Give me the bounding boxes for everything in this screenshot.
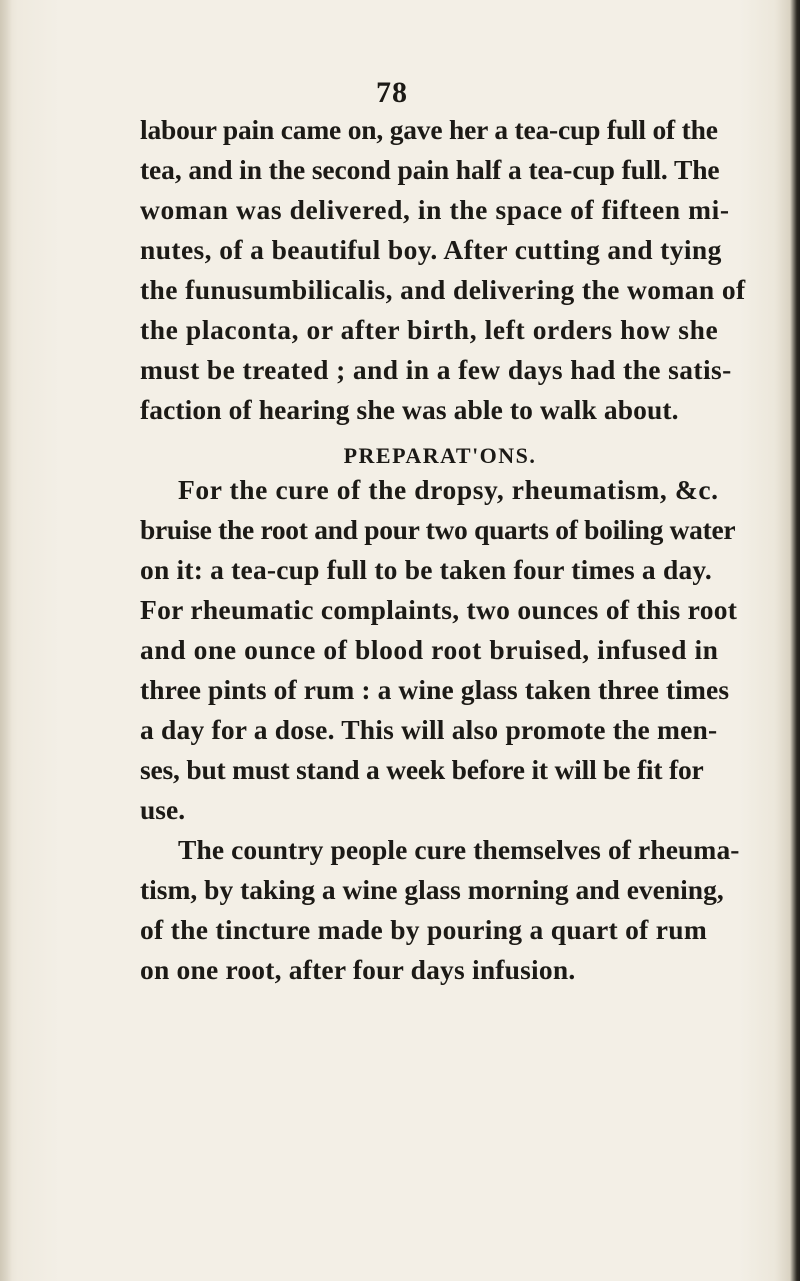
text-line: tea, and in the second pain half a tea-cup full. The: [140, 154, 720, 185]
text-line: the placonta, or after birth, left orders how she: [140, 314, 719, 345]
text-line: For the cure of the dropsy, rheumatism, &c.: [178, 474, 719, 505]
text-line: ses, but must stand a week before it will be fit for: [140, 754, 704, 785]
text-line: For rheumatic complaints, two ounces of this root: [140, 594, 738, 625]
text-line: three pints of rum : a wine glass taken three times: [140, 674, 730, 705]
text-line: faction of hearing she was able to walk about.: [140, 394, 679, 425]
text-line: must be treated ; and in a few days had the satis-: [140, 354, 732, 385]
body-text: [140, 110, 746, 990]
text-line: on it: a tea-cup full to be taken four times a day.: [140, 554, 712, 585]
text-line: labour pain came on, gave her a tea-cup full of the: [140, 114, 718, 145]
text-line: of the tincture made by pouring a quart of rum: [140, 914, 708, 945]
text-line: on one root, after four days infusion.: [140, 954, 576, 985]
text-line: nutes, of a beautiful boy. After cutting and tying: [140, 234, 722, 265]
text-line: woman was delivered, in the space of fifteen mi-: [140, 194, 730, 225]
text-line: a day for a dose. This will also promote the men-: [140, 714, 718, 745]
page-number: 78: [376, 76, 408, 109]
text-line: use.: [140, 794, 186, 825]
text-line: bruise the root and pour two quarts of boiling water: [140, 514, 736, 545]
section-heading: PREPARAT'ONS.: [343, 443, 537, 468]
text-line: and one ounce of blood root bruised, infused in: [140, 634, 719, 665]
page-edge-shadow: [790, 0, 800, 1281]
text-line: tism, by taking a wine glass morning and evening,: [140, 874, 724, 905]
text-line: the funusumbilicalis, and delivering the woman of: [140, 274, 746, 305]
page-gutter: [0, 0, 12, 1281]
text-line: The country people cure themselves of rheuma-: [178, 834, 740, 865]
